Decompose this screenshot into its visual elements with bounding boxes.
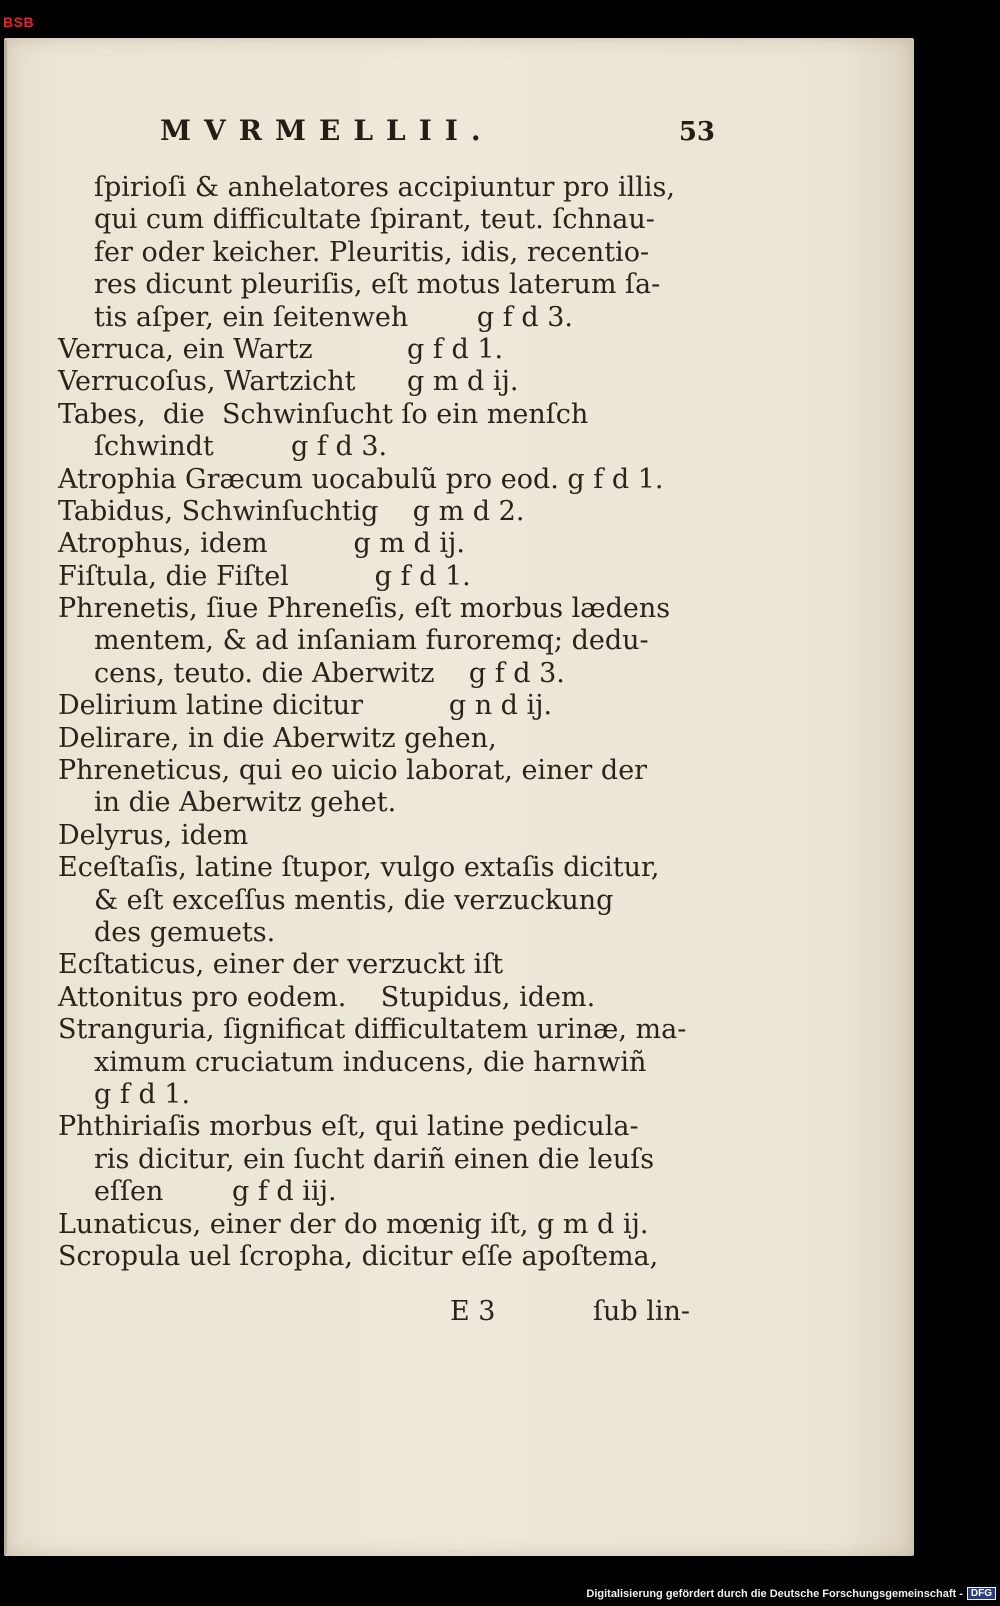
text-line: Fiſtula, die Fiſtel g f d 1.	[58, 560, 471, 592]
text-line: fer oder keicher. Pleuritis, idis, recentio-	[94, 236, 650, 268]
text-line: Delyrus, idem	[58, 819, 249, 851]
text-line: Verrucoſus, Wartzicht g m d ij.	[58, 366, 519, 398]
running-head: MVRMELLII.	[160, 114, 494, 147]
digitization-credit	[586, 1587, 996, 1600]
text-line: des gemuets.	[94, 916, 276, 948]
text-line: Atrophia Græcum uocabulũ pro eod. g f d 1.	[58, 463, 664, 495]
text-line: in die Aberwitz gehet.	[94, 787, 397, 819]
digitization-notice: Digitalisierung gefördert durch die Deutsche Forschungsgemeinschaft -	[586, 1587, 963, 1600]
text-line: Lunaticus, einer der do mœnig iſt, g m d ij.	[58, 1208, 649, 1240]
text-line: qui cum difficultate ſpirant, teut. ſchnau-	[94, 204, 655, 236]
text-line: ſpirioſi & anhelatores accipiuntur pro illis,	[94, 172, 675, 203]
text-line: tis aſper, ein ſeitenweh g f d 3.	[94, 301, 573, 333]
text-line: g f d 1.	[94, 1078, 191, 1110]
dfg-logo: DFG	[967, 1587, 996, 1600]
text-line: eſſen g f d iij.	[94, 1176, 337, 1208]
text-line: res dicunt pleuriſis, eſt motus laterum ſa-	[94, 269, 661, 301]
text-line: Phreneticus, qui eo uicio laborat, einer der	[58, 755, 648, 787]
text-line: Verruca, ein Wartz g f d 1.	[58, 333, 504, 365]
text-line: Atrophus, idem g m d ij.	[58, 528, 465, 560]
text-line: Phrenetis, ſiue Phreneſis, eſt morbus lædens	[58, 593, 671, 625]
text-line: Tabes, die Schwinſucht ſo ein menſch	[58, 398, 589, 430]
text-line: Delirare, in die Aberwitz gehen,	[58, 722, 497, 754]
text-line: Scropula uel ſcropha, dicitur eſſe apoſtema,	[58, 1240, 659, 1272]
text-line: Eceſtaſis, latine ſtupor, vulgo extaſis dicitur,	[58, 852, 660, 884]
page-text	[58, 172, 708, 1273]
text-line: mentem, & ad inſaniam furoremq; dedu-	[94, 625, 649, 657]
text-line: Phthiriaſis morbus eſt, qui latine pedicula-	[58, 1111, 639, 1143]
text-line: ximum cruciatum inducens, die harnwiñ	[94, 1046, 647, 1078]
text-line: ris dicitur, ein ſucht dariñ einen die leuſs	[94, 1143, 655, 1175]
catchword: ſub lin-	[593, 1296, 691, 1327]
text-line: Tabidus, Schwinſuchtig g m d 2.	[58, 495, 525, 527]
library-mark: BSB	[3, 14, 35, 30]
text-line: Ecſtaticus, einer der verzuckt iſt	[58, 949, 504, 981]
page-gutter-edge	[4, 40, 7, 1554]
text-line: & eſt exceſſus mentis, die verzuckung	[94, 884, 614, 916]
text-line: Attonitus pro eodem. Stupidus, idem.	[58, 981, 596, 1013]
page-number: 53	[678, 117, 715, 147]
text-line: ſchwindt g f d 3.	[94, 431, 388, 463]
text-line: Delirium latine dicitur g n d ij.	[58, 690, 553, 722]
signature-mark: E 3	[450, 1296, 496, 1327]
page-header	[160, 114, 715, 147]
text-line: cens, teuto. die Aberwitz g f d 3.	[94, 657, 565, 689]
text-line: Stranguria, ſignificat difficultatem urinæ, ma-	[58, 1014, 687, 1046]
